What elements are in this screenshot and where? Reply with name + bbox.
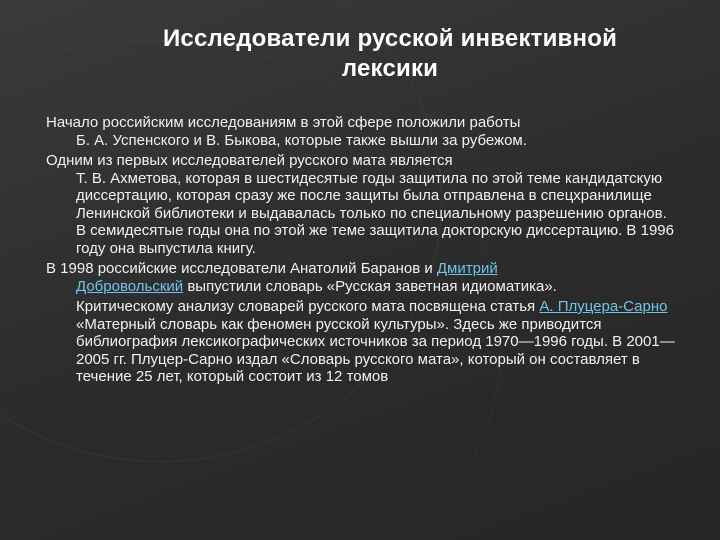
slide-title-container [100,24,680,84]
slide-title-line-2: лексики [341,55,439,82]
paragraph-1 [46,114,676,149]
paragraph-4-body [46,298,676,386]
paragraph-1-continuation: Б. А. Успенского и В. Быкова, которые также вышли за рубежом. [76,131,527,149]
paragraph-1-first-line: Начало российским исследованиям в этой сфере положили работы [46,114,521,131]
dobrovolsky-link[interactable]: Дмитрий [436,260,498,277]
slide-title-line-1: Исследователи русской инвективной [162,25,618,52]
paragraph-4 [46,298,676,386]
paragraph-2-first-line: Одним из первых исследователей русского мата является [46,152,453,169]
paragraph-3-text-before-link: В 1998 российские исследователи Анатолий Баранов и [46,260,437,277]
plutser-sarno-link[interactable]: А. Плуцера-Сарно [539,298,668,315]
paragraph-3 [46,260,676,295]
slide-body [46,114,676,386]
paragraph-3-text-after-link: выпустили словарь «Русская заветная идиоматика». [183,277,557,295]
paragraph-2-continuation: Т. В. Ахметова, которая в шестидесятые годы защитила по этой теме кандидатскую диссертацию, которая сразу же после защиты была отправлена в спецхранилище Ленинской библиотеки и выдавалась только по специальному разрешению органов. В семидесятые годы она по этой же теме защитила докторскую диссертацию. В 1996 году она выпустила книгу. [76,169,674,257]
paragraph-2 [46,152,676,257]
paragraph-3-continuation [46,278,676,296]
dobrovolsky-link-continued[interactable]: Добровольский [76,277,184,295]
paragraph-4-text-before-link: Критическому анализу словарей русского мата посвящена статья [76,298,540,315]
slide-title [100,24,680,84]
paragraph-4-text-after-link: «Матерный словарь как феномен русской культуры». Здесь же приводится библиография лексикографических источников за период 1970—1996 годы. В 2001—2005 гг. Плуцер-Сарно издал «Словарь русского мата», который он составляет в течение 25 лет, который состоит из 12 томов [76,315,675,385]
